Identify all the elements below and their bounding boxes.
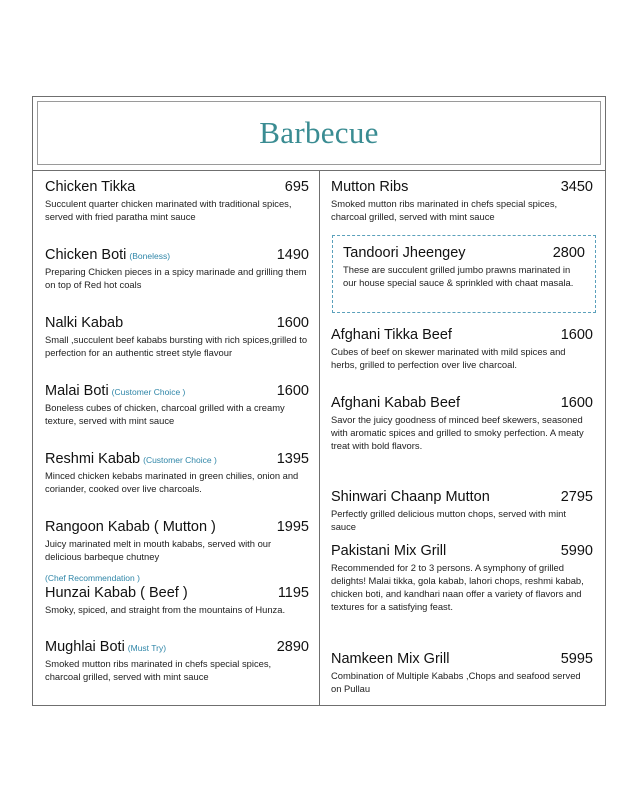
item-name: Mutton Ribs [331, 179, 409, 195]
item-name: Shinwari Chaanp Mutton [331, 489, 490, 505]
item-name: Nalki Kabab [45, 315, 124, 331]
item-price: 3450 [560, 179, 593, 195]
menu-item-tandoori-jheengey [343, 245, 585, 289]
item-tag: (Boneless) [129, 251, 171, 261]
item-tag: (Customer Choice ) [143, 455, 217, 465]
item-price: 1995 [276, 519, 309, 535]
menu-item-reshmi-kabab [45, 451, 309, 495]
menu-item-mughlai-boti [45, 639, 309, 683]
item-price: 1600 [276, 315, 309, 331]
item-price: 1600 [276, 383, 309, 399]
column-divider [319, 170, 320, 705]
item-description: Juicy marinated melt in mouth kababs, served with our delicious barbeque chutney [45, 538, 272, 562]
menu-frame [32, 96, 606, 706]
item-price: 2795 [560, 489, 593, 505]
menu-item-rangoon-kabab [45, 519, 309, 563]
item-name: Afghani Kabab Beef [331, 395, 460, 411]
item-price: 2800 [552, 245, 585, 261]
item-tag: (Customer Choice ) [111, 387, 186, 397]
item-description: Smoky, spiced, and straight from the mountains of Hunza. [45, 604, 286, 615]
item-name: Afghani Tikka Beef [331, 327, 452, 343]
menu-item-malai-boti [45, 383, 309, 427]
item-description: Small ,succulent beef kababs bursting with rich spices,grilled to perfection for an authentic street style flavour [45, 334, 308, 358]
item-tag: (Must Try) [127, 643, 167, 653]
item-price: 1195 [277, 585, 309, 601]
menu-item-shinwari-chaanp [331, 489, 593, 533]
item-description: Recommended for 2 to 3 persons. A symphony of grilled delights! Malai tikka, gola kabab, lahori chops, reshmi kabab, chicken boti, and kandhari naan offer a variety of flavors and textures for a satisfying feast. [331, 562, 584, 612]
title-box [37, 101, 601, 165]
item-name: Chicken Tikka [45, 179, 136, 195]
item-name: Mughlai Boti (Must Try) [45, 639, 167, 655]
menu-item-chicken-tikka [45, 179, 309, 223]
menu-item-afghani-tikka-beef [331, 327, 593, 371]
item-price: 695 [284, 179, 309, 195]
item-name: Tandoori Jheengey [343, 245, 466, 261]
item-description: Perfectly grilled delicious mutton chops, served with mint sauce [331, 508, 566, 532]
item-price: 5995 [560, 651, 593, 667]
item-description: Succulent quarter chicken marinated with traditional spices, served with fried paratha mint sauce [45, 198, 292, 222]
item-name: Rangoon Kabab ( Mutton ) [45, 519, 216, 535]
item-price: 1600 [560, 395, 593, 411]
item-name: Chicken Boti (Boneless) [45, 247, 171, 263]
item-description: Smoked mutton ribs marinated in chefs special spices, charcoal grilled, served with mint sauce [331, 198, 558, 222]
item-description: Boneless cubes of chicken, charcoal grilled with a creamy texture, served with mint sauce [45, 402, 285, 426]
item-tag: (Chef Recommendation ) [45, 573, 140, 583]
item-description: Cubes of beef on skewer marinated with mild spices and herbs, grilled to perfection over live charcoal. [331, 346, 566, 370]
item-price: 1395 [276, 451, 309, 467]
item-price: 5990 [560, 543, 593, 559]
featured-item-box [332, 235, 596, 313]
menu-item-afghani-kabab-beef [331, 395, 593, 452]
menu-item-nalki-kabab [45, 315, 309, 359]
item-description: Combination of Multiple Kababs ,Chops and seafood served on Pullau [331, 670, 581, 694]
menu-title: Barbecue [259, 115, 379, 150]
item-name: Hunzai Kabab ( Beef ) [45, 585, 188, 601]
item-name: Namkeen Mix Grill [331, 651, 450, 667]
item-description: Savor the juicy goodness of minced beef skewers, seasoned with aromatic spices and grilled to smoky perfection. A meaty treat with bold flavors. [331, 414, 584, 451]
menu-item-hunzai-kabab [45, 573, 309, 616]
menu-item-mutton-ribs [331, 179, 593, 223]
item-description: Preparing Chicken pieces in a spicy marinade and grilling them on top of Red hot coals [45, 266, 307, 290]
menu-item-chicken-boti [45, 247, 309, 291]
menu-item-pakistani-mix-grill [331, 543, 593, 613]
item-name: Malai Boti (Customer Choice ) [45, 383, 186, 399]
item-price: 2890 [276, 639, 309, 655]
item-description: Smoked mutton ribs marinated in chefs special spices, charcoal grilled, served with mint sauce [45, 658, 272, 682]
item-description: These are succulent grilled jumbo prawns marinated in our house special sauce & sprinkled with chaat masala. [343, 264, 574, 288]
item-price: 1600 [560, 327, 593, 343]
item-name: Reshmi Kabab (Customer Choice ) [45, 451, 217, 467]
item-name: Pakistani Mix Grill [331, 543, 447, 559]
menu-item-namkeen-mix-grill [331, 651, 593, 695]
item-description: Minced chicken kebabs marinated in green chilies, onion and coriander, cooked over live charcoals. [45, 470, 299, 494]
item-price: 1490 [276, 247, 309, 263]
